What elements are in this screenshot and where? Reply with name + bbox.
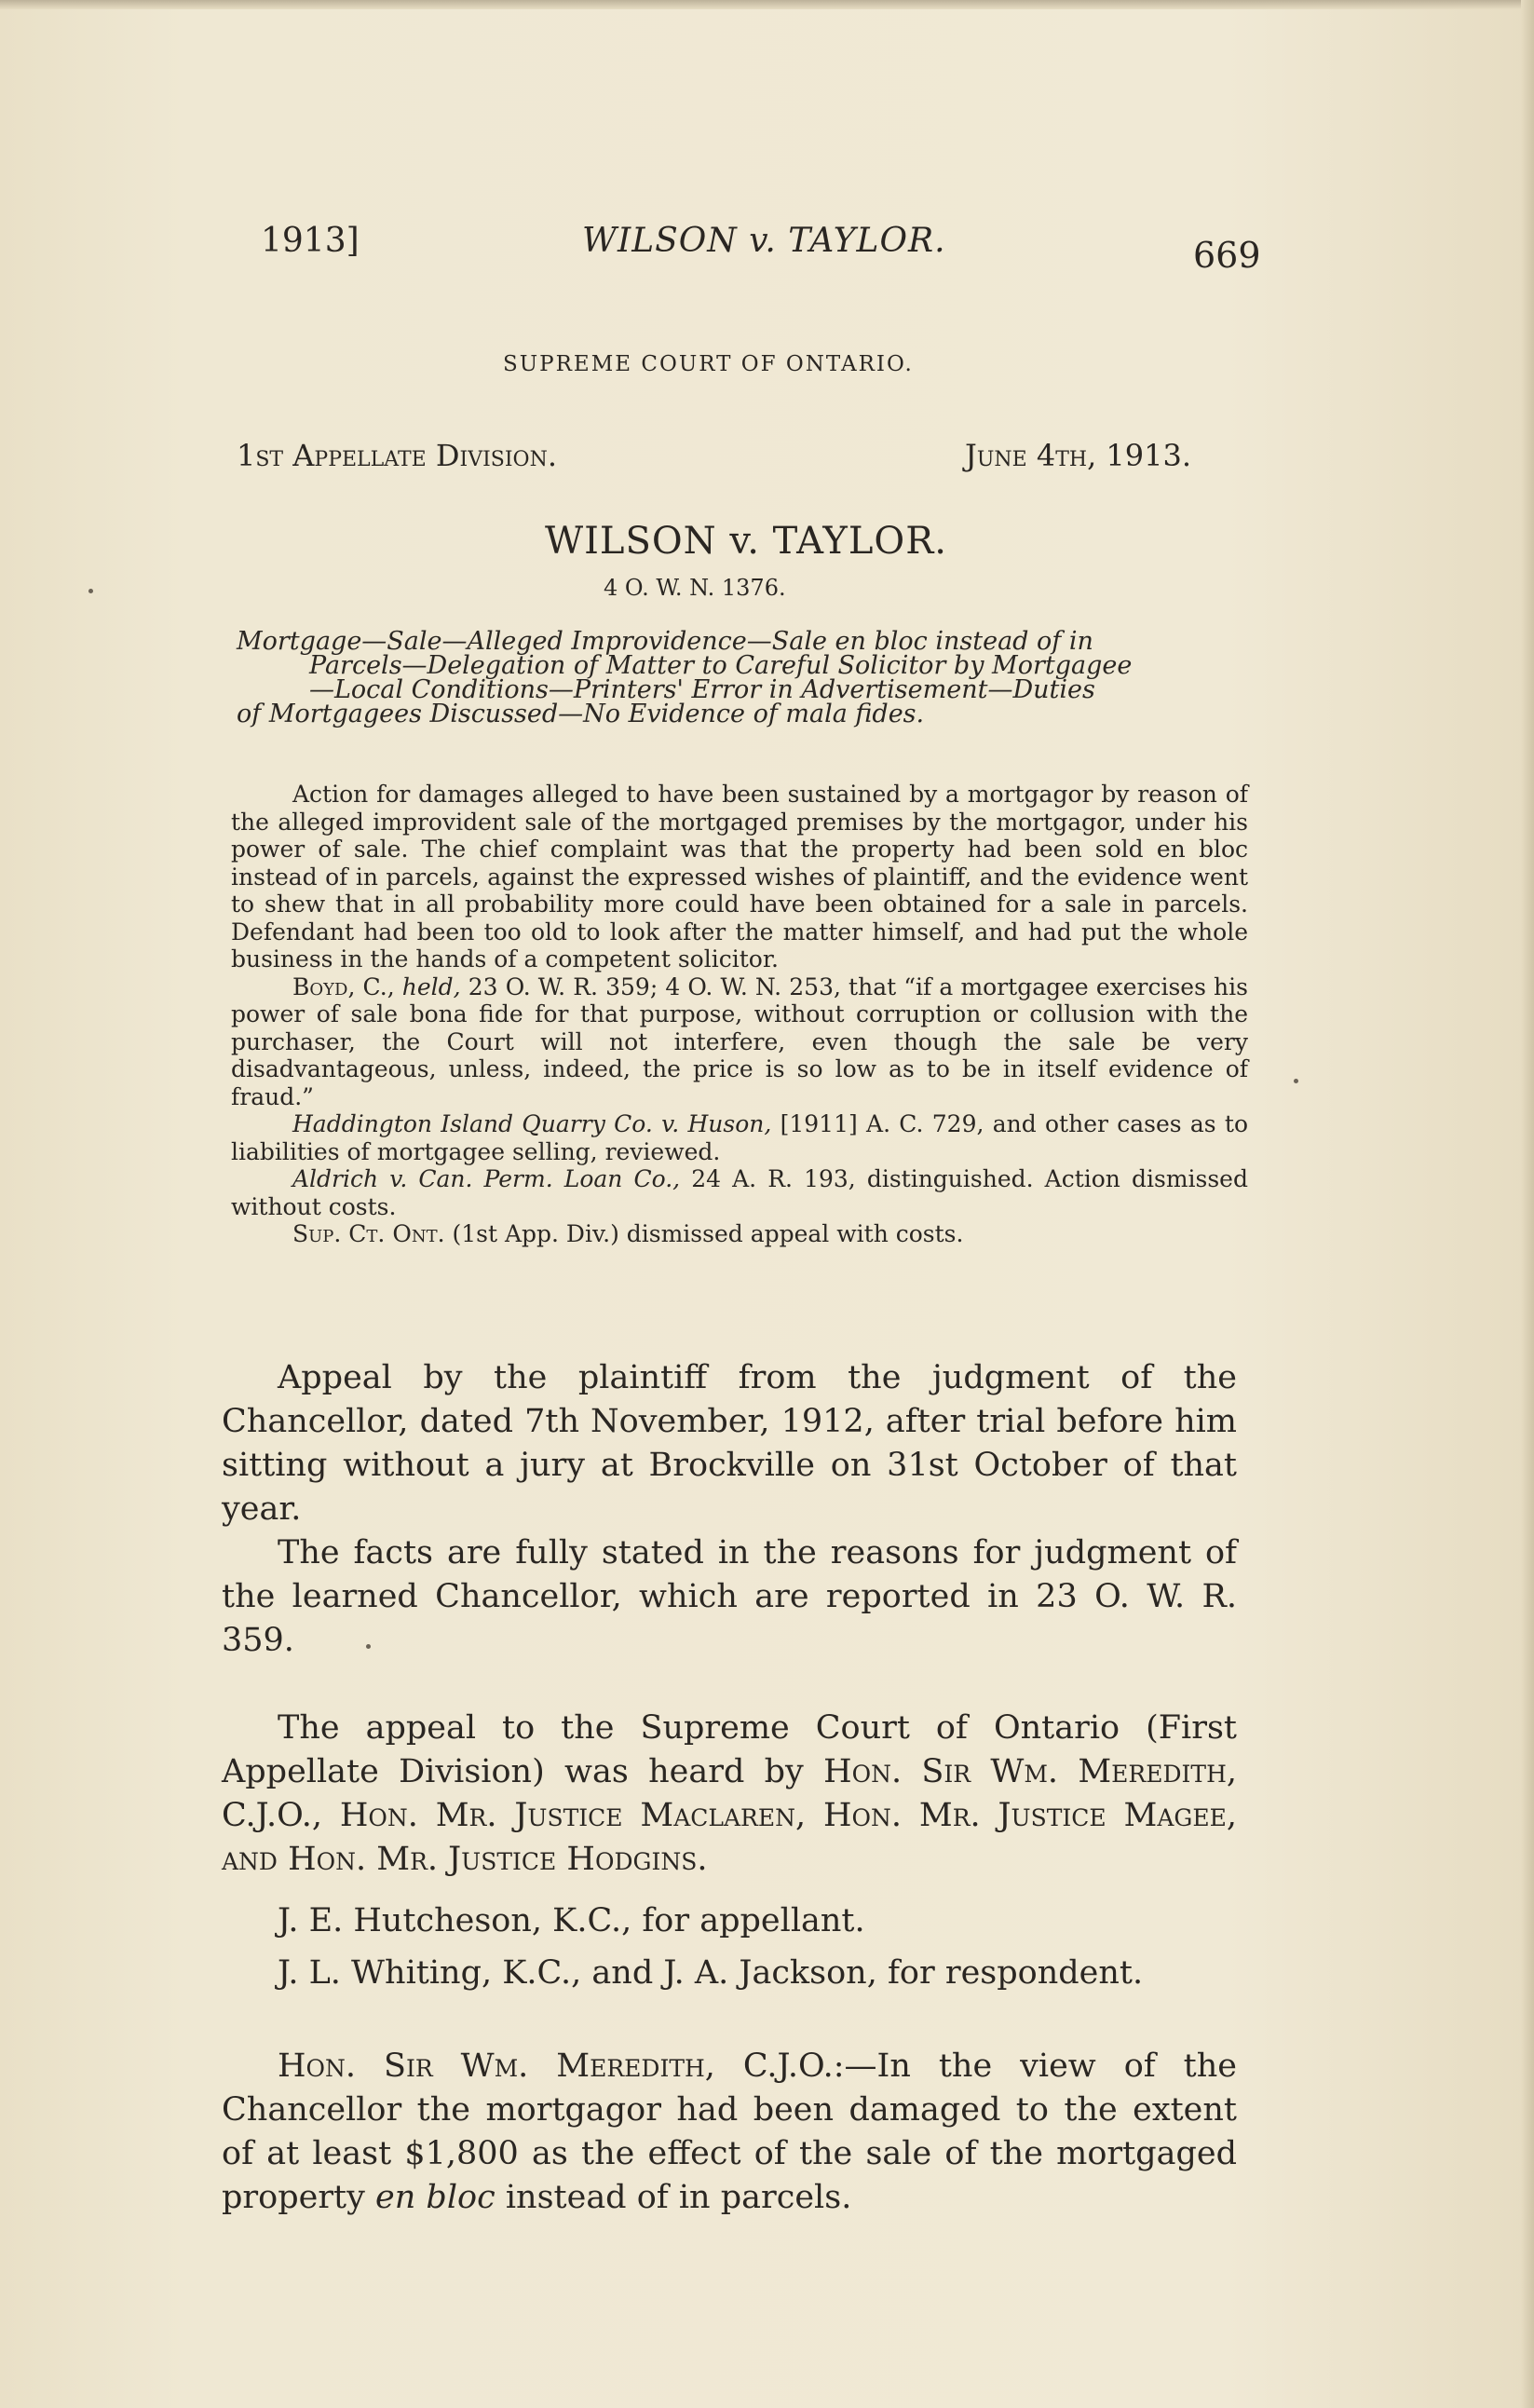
court-abbrev: Sup. Ct. Ont. <box>292 1220 445 1247</box>
page-top-edge <box>0 0 1534 9</box>
case-reference: Haddington Island Quarry Co. v. Huson, <box>292 1110 772 1137</box>
paper-speck <box>366 1644 371 1649</box>
body-paragraph-appeal <box>222 1356 1237 1663</box>
page-right-edge <box>1521 0 1534 2408</box>
headnote-line: —Local Conditions—Printers' Error in Advertisement—Duties <box>309 675 1095 704</box>
synopsis-paragraph <box>231 1165 1248 1220</box>
case-reference-text: [1911] A. C. 729, and other cases as to liabilities of mortgagee selling, reviewed. <box>231 1110 1248 1165</box>
paragraph: Appeal by the plaintiff from the judgment of the Chancellor, dated 7th November, 1912, after trial before him sitting without a jury at Brockville on 31st October of that year. <box>222 1359 1237 1528</box>
paper-speck <box>1294 1079 1298 1083</box>
counsel-respondent: J. L. Whiting, K.C., and J. A. Jackson, for respondent. <box>278 1954 1144 1992</box>
paragraph <box>222 1707 1237 1882</box>
headnote <box>237 627 1247 728</box>
court-name: SUPREME COURT OF ONTARIO. <box>503 352 914 376</box>
counsel-appellant: J. E. Hutcheson, K.C., for appellant. <box>278 1902 865 1939</box>
synopsis-paragraph: Boyd, C., held, 23 O. W. R. 359; 4 O. W. N. 253, that “if a mortgagee exercises his power of sale bona fide for that purpose, without corruption or collusion with the purchaser, the Court will not interfere, even though the sale be very disadvantageous, unless, indeed, the price is so low as to be in itself evidence of fraud.” <box>231 973 1248 1110</box>
synopsis-paragraph <box>231 1110 1248 1165</box>
running-head-title: WILSON v. TAYLOR. <box>582 222 946 260</box>
headnote-line: Parcels—Delegation of Matter to Careful Solicitor by Mortgagee <box>309 651 1133 680</box>
judgment-text: :—In the view of the Chancellor the mortgagor had been damaged to the extent of at least $1,800 as the effect of the sale of the mortgaged property <box>222 2047 1237 2216</box>
citation: 4 O. W. N. 1376. <box>604 575 786 601</box>
judges-list: Hon. Sir Wm. Meredith, C.J.O., Hon. Mr. Justice Maclaren, Hon. Mr. Justice Magee, and Hon. Mr. Justice Hodgins. <box>222 1753 1237 1878</box>
judge-name: Boyd, C. <box>292 973 387 1000</box>
headnote-line: of Mortgagees Discussed—No Evidence of mala fides. <box>237 700 925 728</box>
en-bloc-term: en bloc <box>375 2179 495 2216</box>
case-reference-text: 24 A. R. 193, distinguished. Action dismissed without costs. <box>231 1165 1248 1220</box>
disposition-text: (1st App. Div.) dismissed appeal with costs. <box>452 1220 964 1247</box>
synopsis-paragraph <box>231 1220 1248 1248</box>
body-paragraph-judgment <box>222 2045 1237 2220</box>
page-number: 669 <box>1193 235 1261 276</box>
paragraph: The facts are fully stated in the reasons for judgment of the learned Chancellor, which are reported in 23 O. W. R. 359. <box>222 1534 1237 1659</box>
paper-speck <box>88 589 93 593</box>
hearing-text: The appeal to the Supreme Court of Ontario (First Appellate Division) was heard by <box>222 1709 1237 1790</box>
case-title: WILSON v. TAYLOR. <box>545 520 948 563</box>
judgment-text-end: instead of in parcels. <box>505 2179 852 2216</box>
headnote-line: Mortgage—Sale—Alleged Improvidence—Sale en bloc instead of in <box>237 627 1093 656</box>
division: 1st Appellate Division. <box>237 438 558 473</box>
case-reference: Aldrich v. Can. Perm. Loan Co., <box>292 1165 681 1192</box>
paragraph <box>222 2045 1237 2220</box>
running-head-year: 1913] <box>261 222 360 260</box>
synopsis-paragraph: Action for damages alleged to have been sustained by a mortgagor by reason of the alleged improvident sale of the mortgaged premises by the mortgagor, under his power of sale. The chief complaint was that the property had been sold en bloc instead of in parcels, against the expressed wishes of plaintiff, and the evidence went to shew that in all probability more could have been obtained for a sale in parcels. Defendant had been too old to look after the matter himself, and had put the whole business in the hands of a competent solicitor. <box>231 781 1248 973</box>
speaker-name: Hon. Sir Wm. Meredith, C.J.O. <box>278 2047 834 2085</box>
body-paragraph-hearing <box>222 1707 1237 1882</box>
synopsis <box>231 781 1248 1248</box>
held-word: held, <box>401 973 461 1000</box>
holding-text: 23 O. W. R. 359; 4 O. W. N. 253, that “if a mortgagee exercises his power of sale bona fide for that purpose, without corruption or collusion with the purchaser, the Court will not interfere, even though the sale be very disadvantageous, unless, indeed, the price is so low as to be in itself evidence of fraud.” <box>231 973 1248 1110</box>
decision-date: June 4th, 1913. <box>965 438 1192 473</box>
